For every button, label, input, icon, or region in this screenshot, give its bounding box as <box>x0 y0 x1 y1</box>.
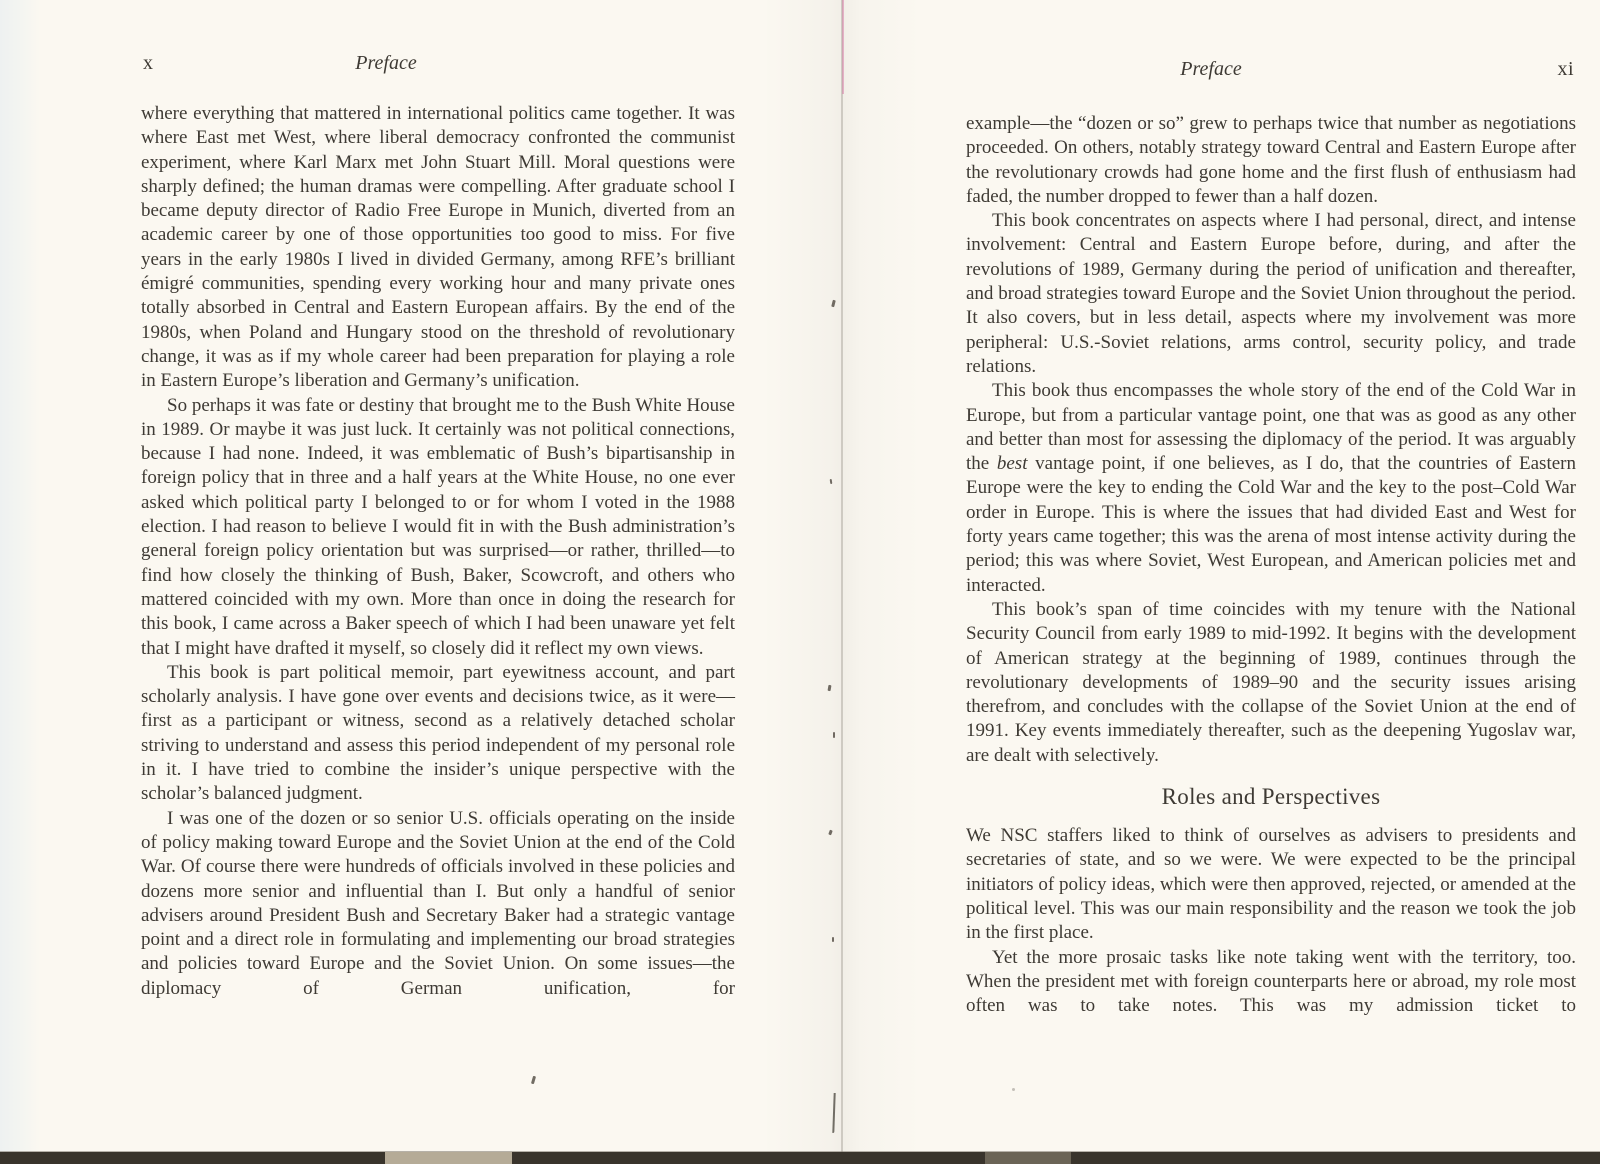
running-head: Preface <box>355 52 417 74</box>
scan-speck <box>531 1076 536 1085</box>
gutter-pink-artifact <box>842 0 844 94</box>
paragraph: where everything that mattered in international politics came together. It was where East met West, where liberal democracy confronted the communist experiment, where Karl Marx met John Stuart Mill. Moral questions were sharply defined; the human dramas were compelling. After graduate school I became deputy director of Radio Free Europe in Munich, diverted from an academic career by one of those opportunities too good to miss. For five years in the early 1980s I lived in divided Germany, among RFE’s brilliant émigré communities, spending every working hour and many private ones totally absorbed in Central and Eastern European affairs. By the end of the 1980s, when Poland and Hungary stood on the threshold of revolutionary change, it was as if my whole career had been preparation for playing a role in Eastern Europe’s liberation and Germany’s unification. <box>141 103 735 392</box>
right-page-header <box>966 58 1576 112</box>
paragraph <box>966 379 1576 598</box>
bottom-bar-beige-segment <box>385 1152 512 1164</box>
paragraph: This book’s span of time coincides with my tenure with the National Security Council from early 1989 to mid-1992. It begins with the development of American strategy at the beginning of 1989, continues through the revolutionary developments of 1989–90 and the security issues arising therefrom, and concludes with the collapse of the Soviet Union at the end of 1991. Key events immediately thereafter, such as the deepening Yugoslav war, are dealt with selectively. <box>966 598 1576 766</box>
right-page-body <box>966 112 1576 1018</box>
paragraph: I was one of the dozen or so senior U.S. officials operating on the inside of policy making toward Europe and the Soviet Union at the end of the Cold War. Of course there were hundreds of officials involved in these policies and dozens more senior and influential than I. But only a handful of senior advisers around President Bush and Secretary Baker had a strategic vantage point and a direct role in formulating and implementing our broad strategies and policies toward Europe and the Soviet Union. On some issues—the diplomacy of German unification, for <box>141 807 735 999</box>
paragraph-text: This book thus encompasses the whole story of the end of the Cold War in Europe, but from a particular vantage point, one that was as good as any other and better than most for assessing the diplomacy of the period. It was arguably the <box>966 380 1576 475</box>
paragraph-text: vantage point, if one believes, as I do, that the countries of Eastern Europe were the key to ending the Cold War and the key to the post–Cold War order in Europe. This is where the issues that had divided East and West for forty years came together; this was the arena of most intense activity during the period; this was where Soviet, West European, and American policies met and interacted. <box>966 453 1576 596</box>
paragraph: We NSC staffers liked to think of ourselves as advisers to presidents and secretaries of state, and so we were. We were expected to be the principal initiators of policy ideas, which were then approved, rejected, or amended at the political level. This was our main responsibility and the reason we took the job in the first place. <box>966 825 1576 944</box>
paragraph: This book is part political memoir, part eyewitness account, and part scholarly analysis. I have gone over events and decisions twice, as it were—first as a participant or witness, second as a relatively detached scholar striving to understand and assess this period independent of my personal role in it. I have tried to combine the insider’s unique perspective with the scholar’s balanced judgment. <box>141 661 735 805</box>
section-heading: Roles and Perspectives <box>1161 784 1381 810</box>
paragraph: Yet the more prosaic tasks like note taking went with the territory, too. When the president met with foreign counterparts here or abroad, my role most often was to take notes. This was my admission ticket to <box>966 946 1576 1017</box>
left-page-body <box>141 102 735 1001</box>
right-page <box>966 58 1576 1018</box>
left-page-header <box>141 52 735 102</box>
scan-bottom-bar <box>0 1152 1600 1164</box>
scan-speck <box>832 937 834 942</box>
paragraph: example—the “dozen or so” grew to perhaps twice that number as negotiations proceeded. On others, notably strategy toward Central and Eastern Europe after the revolutionary crowds had gone home and the first flush of enthusiasm had faded, the number dropped to fewer than a half dozen. <box>966 113 1576 207</box>
scan-speck <box>1012 1088 1015 1091</box>
page-number: x <box>143 52 154 74</box>
page-gutter-line <box>841 0 843 1164</box>
bottom-bar-olive-segment <box>985 1152 1071 1164</box>
italic-word: best <box>996 453 1028 475</box>
paragraph: This book concentrates on aspects where I had personal, direct, and intense involvement: Central and Eastern Europe before, during, and after the revolutions of 1989, Germany during the period of unification and thereafter, and broad strategies toward Europe and the Soviet Union throughout the period. It also covers, but in less detail, aspects where my involvement was more peripheral: U.S.-Soviet relations, arms control, security policy, and trade relations. <box>966 210 1576 377</box>
running-head: Preface <box>1180 58 1242 80</box>
page-number: xi <box>1557 58 1574 80</box>
scanner-edge <box>0 0 40 1164</box>
paragraph: So perhaps it was fate or destiny that brought me to the Bush White House in 1989. Or maybe it was just luck. It certainly was not political connections, because I had none. Indeed, it was emblematic of Bush’s bipartisanship in foreign policy that in three and a half years at the White House, no one ever asked which political party I belonged to or for whom I voted in the 1988 election. I had reason to believe I would fit in with the Bush administration’s general foreign policy orientation but was surprised—or rather, thrilled—to find how closely the thinking of Bush, Baker, Scowcroft, and others who mattered coincided with my own. More than once in doing the research for this book, I came across a Baker speech of which I had been unaware yet felt that I might have drafted it myself, so closely did it reflect my own views. <box>141 394 735 659</box>
left-page <box>141 52 735 1001</box>
scan-speck <box>833 732 835 738</box>
